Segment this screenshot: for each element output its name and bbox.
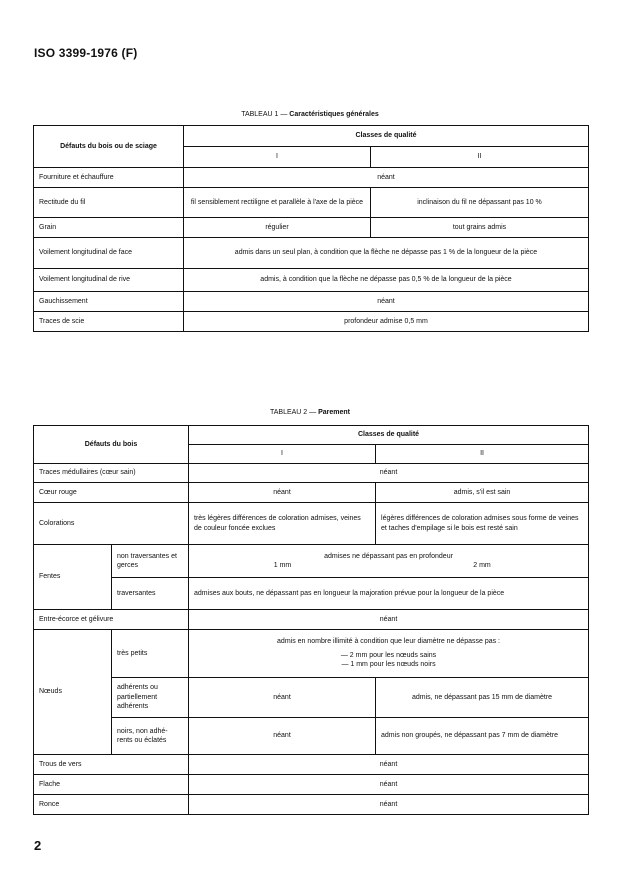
table2-entre-value: néant (189, 610, 589, 630)
table2-noeuds-petits-header: admis en nombre illimité à condition que leur diamètre ne dépasse pas : (277, 638, 500, 646)
table-caracteristiques-generales (33, 125, 589, 332)
table2-caption-prefix: TABLEAU 2 — (269, 409, 319, 416)
table2-fentes-depth-cell (189, 545, 589, 578)
table2-fentes-label: Fentes (34, 545, 112, 610)
table1-header-classes: Classes de qualité (184, 126, 589, 147)
table1-header-class-i: I (184, 147, 371, 168)
table2-noeuds-petits-value (189, 630, 589, 678)
table2-noeuds-noirs-value-ii: admis non groupés, ne dépassant pas 7 mm de diamètre (376, 718, 589, 755)
table2-traces-label: Traces médullaires (cœur sain) (34, 464, 189, 483)
table1-row-label: Voilement longitudinal de face (34, 238, 184, 269)
table2-caption-title: Parement (318, 409, 350, 416)
table1-row-value-ii: inclinaison du fil ne dépassant pas 10 % (371, 188, 589, 218)
table1-row-label: Traces de scie (34, 312, 184, 332)
table2-fentes-depth-i: 1 mm (273, 562, 292, 569)
table2-ronce-value: néant (189, 795, 589, 815)
table2-coeur-value-ii: admis, s'il est sain (376, 483, 589, 503)
table2-fentes-depth-ii: 2 mm (473, 562, 491, 569)
table2-ronce-label: Ronce (34, 795, 189, 815)
table1-row-label: Voilement longitudinal de rive (34, 269, 184, 292)
table1-row-label: Fourniture et échauffure (34, 168, 184, 188)
table1-header-class-ii: II (371, 147, 589, 168)
table2-fentes-traversantes-value: admises aux bouts, ne dépassant pas en longueur la majoration prévue pour la longueur de la pièce (189, 578, 589, 610)
table2-noeuds-noirs-value-i: néant (189, 718, 376, 755)
table2-trous-label: Trous de vers (34, 755, 189, 775)
page-number: 2 (34, 838, 42, 853)
table2-noeuds-adherents-value-ii: admis, ne dépassant pas 15 mm de diamètre (376, 678, 589, 718)
table1-caption (0, 111, 620, 118)
table1-row-value: admis, à condition que la flèche ne dépasse pas 0,5 % de la longueur de la pièce (184, 269, 589, 292)
table2-noeuds-petits-line: — 2 mm pour les nœuds sains (340, 651, 437, 659)
table2-header-class-ii: II (376, 445, 589, 464)
table1-caption-title: Caractéristiques générales (289, 111, 379, 118)
table2-fentes-sub-label: non traversantes et gerces (112, 545, 189, 578)
table2-entre-label: Entre-écorce et gélivure (34, 610, 189, 630)
table1-row-label: Grain (34, 218, 184, 238)
table1-row-value: profondeur admise 0,5 mm (184, 312, 589, 332)
table2-header-defects: Défauts du bois (34, 426, 189, 464)
table2-noeuds-label: Nœuds (34, 630, 112, 755)
table1-row-value-i: fil sensiblement rectiligne et parallèle à l'axe de la pièce (184, 188, 371, 218)
table2-flache-value: néant (189, 775, 589, 795)
table1-row-label: Rectitude du fil (34, 188, 184, 218)
table1-row-value: admis dans un seul plan, à condition que la flèche ne dépasse pas 1 % de la longueur de la pièce (184, 238, 589, 269)
table1-caption-prefix: TABLEAU 1 — (241, 111, 290, 118)
table2-noeuds-petits-line: — 1 mm pour les nœuds noirs (341, 661, 436, 669)
table1-header-defects: Défauts du bois ou de sciage (34, 126, 184, 168)
table2-coeur-value-i: néant (189, 483, 376, 503)
table1-row-value: néant (184, 168, 589, 188)
table2-header-class-i: I (189, 445, 376, 464)
table2-noeuds-sub-label: adhérents ou partiellement adhérents (112, 678, 189, 718)
table-parement (33, 425, 589, 815)
table1-row-value: néant (184, 292, 589, 312)
table1-row-label: Gauchissement (34, 292, 184, 312)
table2-colorations-label: Colorations (34, 503, 189, 545)
document-id: ISO 3399-1976 (F) (34, 46, 138, 60)
table2-colorations-value-i: très légères différences de coloration admises, veines de couleur foncée exclues (189, 503, 376, 545)
table2-caption (0, 409, 620, 416)
table1-row-value-ii: tout grains admis (371, 218, 589, 238)
table2-colorations-value-ii: légères différences de coloration admises sous forme de veines et taches d'empilage si le bois est resté sain (376, 503, 589, 545)
table2-fentes-depth-header: admises ne dépassant pas en profondeur (324, 552, 453, 560)
table2-header-classes: Classes de qualité (189, 426, 589, 445)
table1-row-value-i: régulier (184, 218, 371, 238)
table2-traces-value: néant (189, 464, 589, 483)
table2-noeuds-sub-label: très petits (112, 630, 189, 678)
table2-coeur-label: Cœur rouge (34, 483, 189, 503)
table2-fentes-sub-label: traversantes (112, 578, 189, 610)
table2-noeuds-sub-label: noirs, non adhé-rents ou éclatés (112, 718, 189, 755)
table2-flache-label: Flache (34, 775, 189, 795)
table2-trous-value: néant (189, 755, 589, 775)
table2-noeuds-adherents-value-i: néant (189, 678, 376, 718)
